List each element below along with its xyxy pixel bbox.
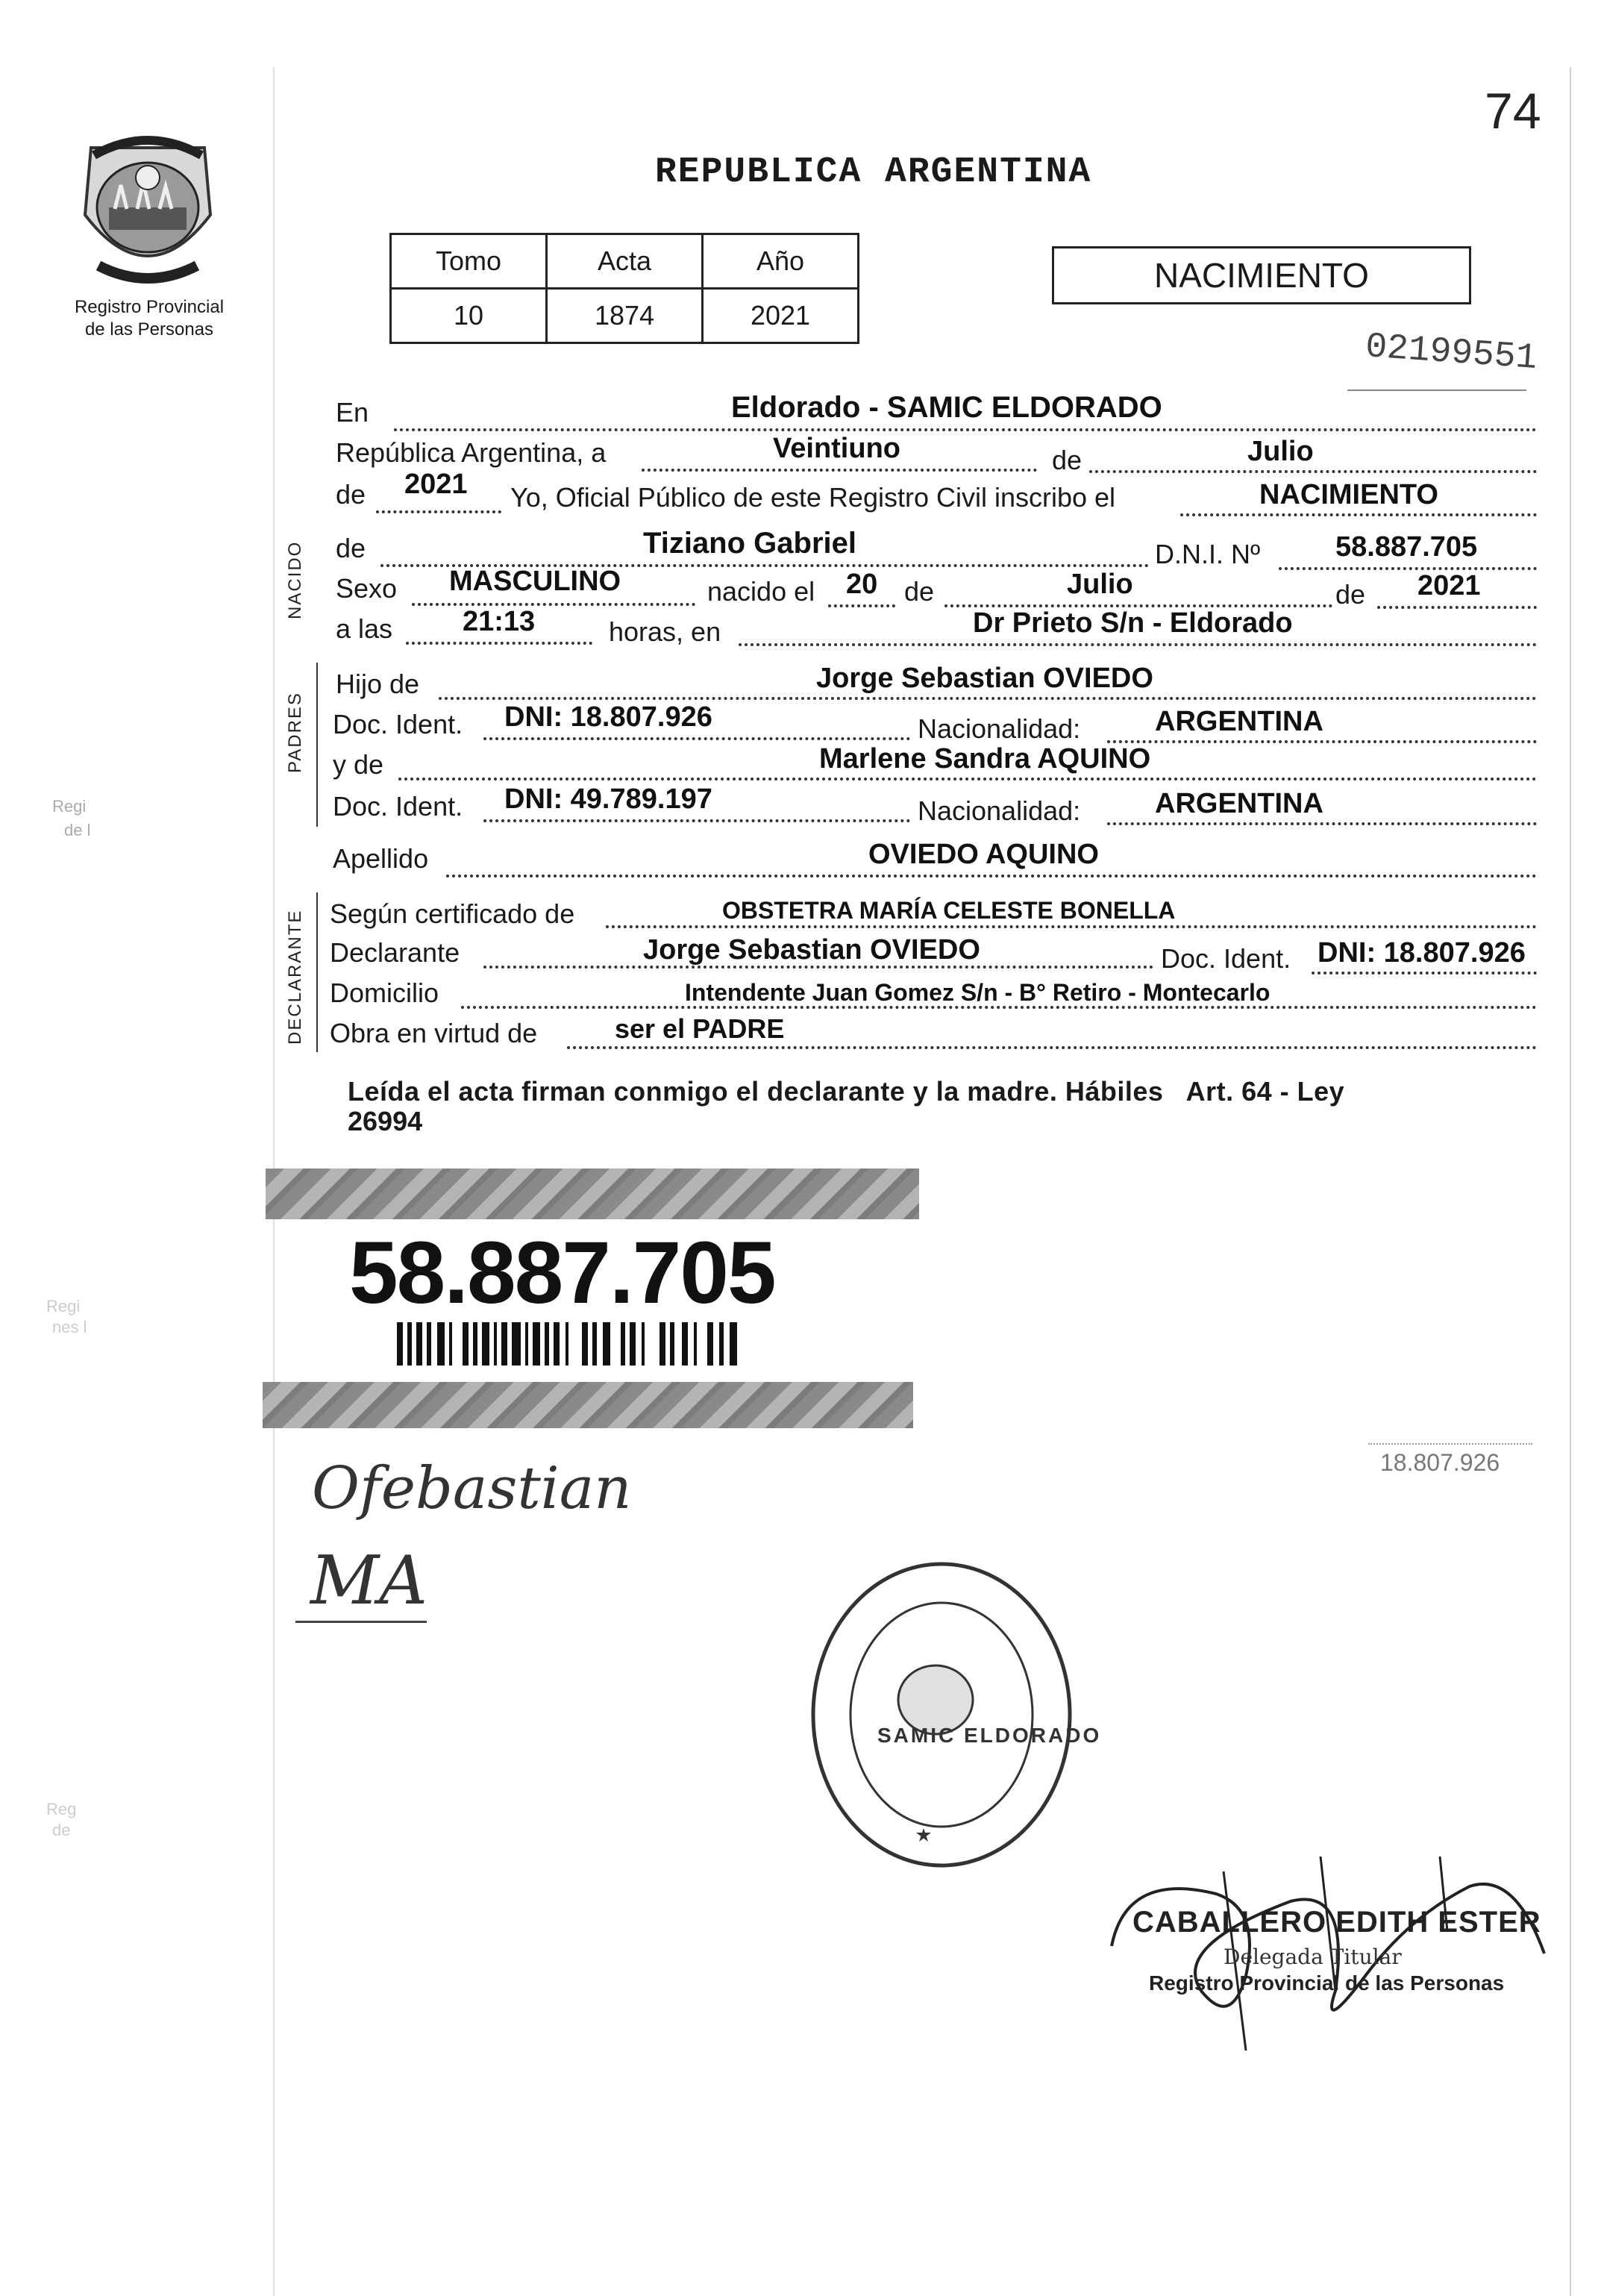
closing-text-2: 26994 xyxy=(348,1106,423,1136)
page-number: 74 xyxy=(1485,83,1541,140)
label-de3: de xyxy=(1335,579,1366,610)
label-de2: de xyxy=(904,576,935,607)
value-declarante-dni: DNI: 18.807.926 xyxy=(1318,937,1526,969)
control-number: 02199551 xyxy=(1364,327,1539,379)
label-sexo: Sexo xyxy=(336,573,398,604)
tomo-value: 10 xyxy=(391,289,547,343)
record-table xyxy=(389,233,859,344)
margin-fragment: de l xyxy=(64,821,91,839)
label-doc-ident-2: Doc. Ident. xyxy=(333,791,463,822)
label-de-nombre: de xyxy=(336,533,366,563)
margin-fragment: Regi xyxy=(52,797,87,816)
registry-stamp-icon xyxy=(807,1558,1076,1871)
margin-fragment: de xyxy=(52,1821,71,1839)
label-nacionalidad-1: Nacionalidad: xyxy=(918,713,1081,744)
label-a-las: a las xyxy=(336,613,393,644)
barcode-band-top xyxy=(266,1169,919,1219)
margin-fragment: Regi xyxy=(46,1297,81,1316)
value-mes: Julio xyxy=(1247,436,1314,467)
label-hijo-de: Hijo de xyxy=(336,669,420,699)
value-anio: 2021 xyxy=(404,469,468,500)
value-padre: Jorge Sebastian OVIEDO xyxy=(816,663,1153,694)
section-declarante: DECLARANTE xyxy=(285,909,305,1045)
margin-fragment: Reg xyxy=(46,1800,77,1818)
signature-madre: MA xyxy=(310,1542,428,1620)
label-declarante: Declarante xyxy=(330,937,460,968)
section-nacido: NACIDO xyxy=(285,540,305,619)
closing-text-1: Leída el acta firman conmigo el declarante y la madre. Hábiles Art. 64 - Ley xyxy=(348,1076,1345,1107)
officer-role: Delegada Titular xyxy=(1224,1945,1402,1969)
signature-underline xyxy=(295,1621,427,1623)
control-underline xyxy=(1347,390,1526,391)
value-madre-nac: ARGENTINA xyxy=(1155,788,1323,819)
label-en: En xyxy=(336,397,369,428)
anio-header: Año xyxy=(703,234,859,289)
label-doc-ident-1: Doc. Ident. xyxy=(333,709,463,739)
value-certificado: OBSTETRA MARÍA CELESTE BONELLA xyxy=(722,897,1176,924)
officer-org: Registro Provincial de las Personas xyxy=(1149,1971,1505,1995)
value-dia-texto: Veintiuno xyxy=(773,433,900,464)
value-apellido: OVIEDO AQUINO xyxy=(868,839,1099,870)
value-obra: ser el PADRE xyxy=(615,1013,785,1044)
label-obra: Obra en virtud de xyxy=(330,1018,538,1048)
value-mes-nac: Julio xyxy=(1067,569,1133,600)
doc-type-box: NACIMIENTO xyxy=(1052,246,1471,304)
barcode-band-bottom xyxy=(263,1382,913,1428)
label-yo-oficial: Yo, Oficial Público de este Registro Civil inscribo el xyxy=(510,482,1116,513)
value-nombre: Tiziano Gabriel xyxy=(643,527,856,560)
label-domicilio: Domicilio xyxy=(330,977,439,1008)
acta-value: 1874 xyxy=(547,289,703,343)
label-segun-cert: Según certificado de xyxy=(330,898,575,929)
value-padre-dni: DNI: 18.807.926 xyxy=(504,701,712,733)
barcode-number: 58.887.705 xyxy=(349,1224,775,1322)
document-title: REPUBLICA ARGENTINA xyxy=(655,152,1092,193)
value-hora: 21:13 xyxy=(463,606,536,637)
value-madre-dni: DNI: 49.789.197 xyxy=(504,783,712,815)
signature-declarante: Ofebastian xyxy=(312,1455,632,1522)
label-republica: República Argentina, a xyxy=(336,437,607,468)
logo-caption-2: de las Personas xyxy=(84,319,214,340)
value-madre: Marlene Sandra AQUINO xyxy=(819,743,1151,775)
label-doc-ident-3: Doc. Ident. xyxy=(1161,943,1291,974)
value-anio-nac: 2021 xyxy=(1417,570,1481,601)
label-horas-en: horas, en xyxy=(609,616,721,647)
label-nacido-el: nacido el xyxy=(707,576,815,607)
margin-fragment: nes l xyxy=(52,1318,87,1336)
anio-value: 2021 xyxy=(703,289,859,343)
logo-caption-1: Registro Provincial xyxy=(74,297,225,317)
value-acto: NACIMIENTO xyxy=(1259,479,1438,510)
value-dni: 58.887.705 xyxy=(1335,531,1478,563)
label-nacionalidad-2: Nacionalidad: xyxy=(918,795,1081,826)
stamp-center-text: SAMIC ELDORADO xyxy=(877,1724,1102,1747)
label-apellido: Apellido xyxy=(333,843,429,874)
value-declarante: Jorge Sebastian OVIEDO xyxy=(643,934,980,966)
value-lugar-nac: Dr Prieto S/n - Eldorado xyxy=(973,607,1293,639)
barcode-icon xyxy=(397,1322,755,1366)
round-stamp xyxy=(807,1558,1076,1871)
barcode xyxy=(397,1322,755,1369)
tomo-header: Tomo xyxy=(391,234,547,289)
label-de-anio: de xyxy=(336,479,366,510)
label-de-mes: de xyxy=(1052,445,1083,475)
value-dia-nac: 20 xyxy=(846,569,878,600)
misiones-seal-icon xyxy=(69,125,227,291)
value-padre-nac: ARGENTINA xyxy=(1155,706,1323,737)
label-dni: D.N.I. Nº xyxy=(1155,539,1261,569)
province-logo xyxy=(69,125,227,291)
label-y-de: y de xyxy=(333,749,384,780)
officer-name: CABALLERO EDITH ESTER xyxy=(1132,1906,1541,1939)
section-padres: PADRES xyxy=(285,692,305,773)
value-sexo: MASCULINO xyxy=(449,566,621,597)
acta-header: Acta xyxy=(547,234,703,289)
faint-dni: 18.807.926 xyxy=(1380,1449,1500,1476)
value-domicilio: Intendente Juan Gomez S/n - B° Retiro - Montecarlo xyxy=(685,979,1271,1006)
value-lugar: Eldorado - SAMIC ELDORADO xyxy=(731,391,1162,424)
